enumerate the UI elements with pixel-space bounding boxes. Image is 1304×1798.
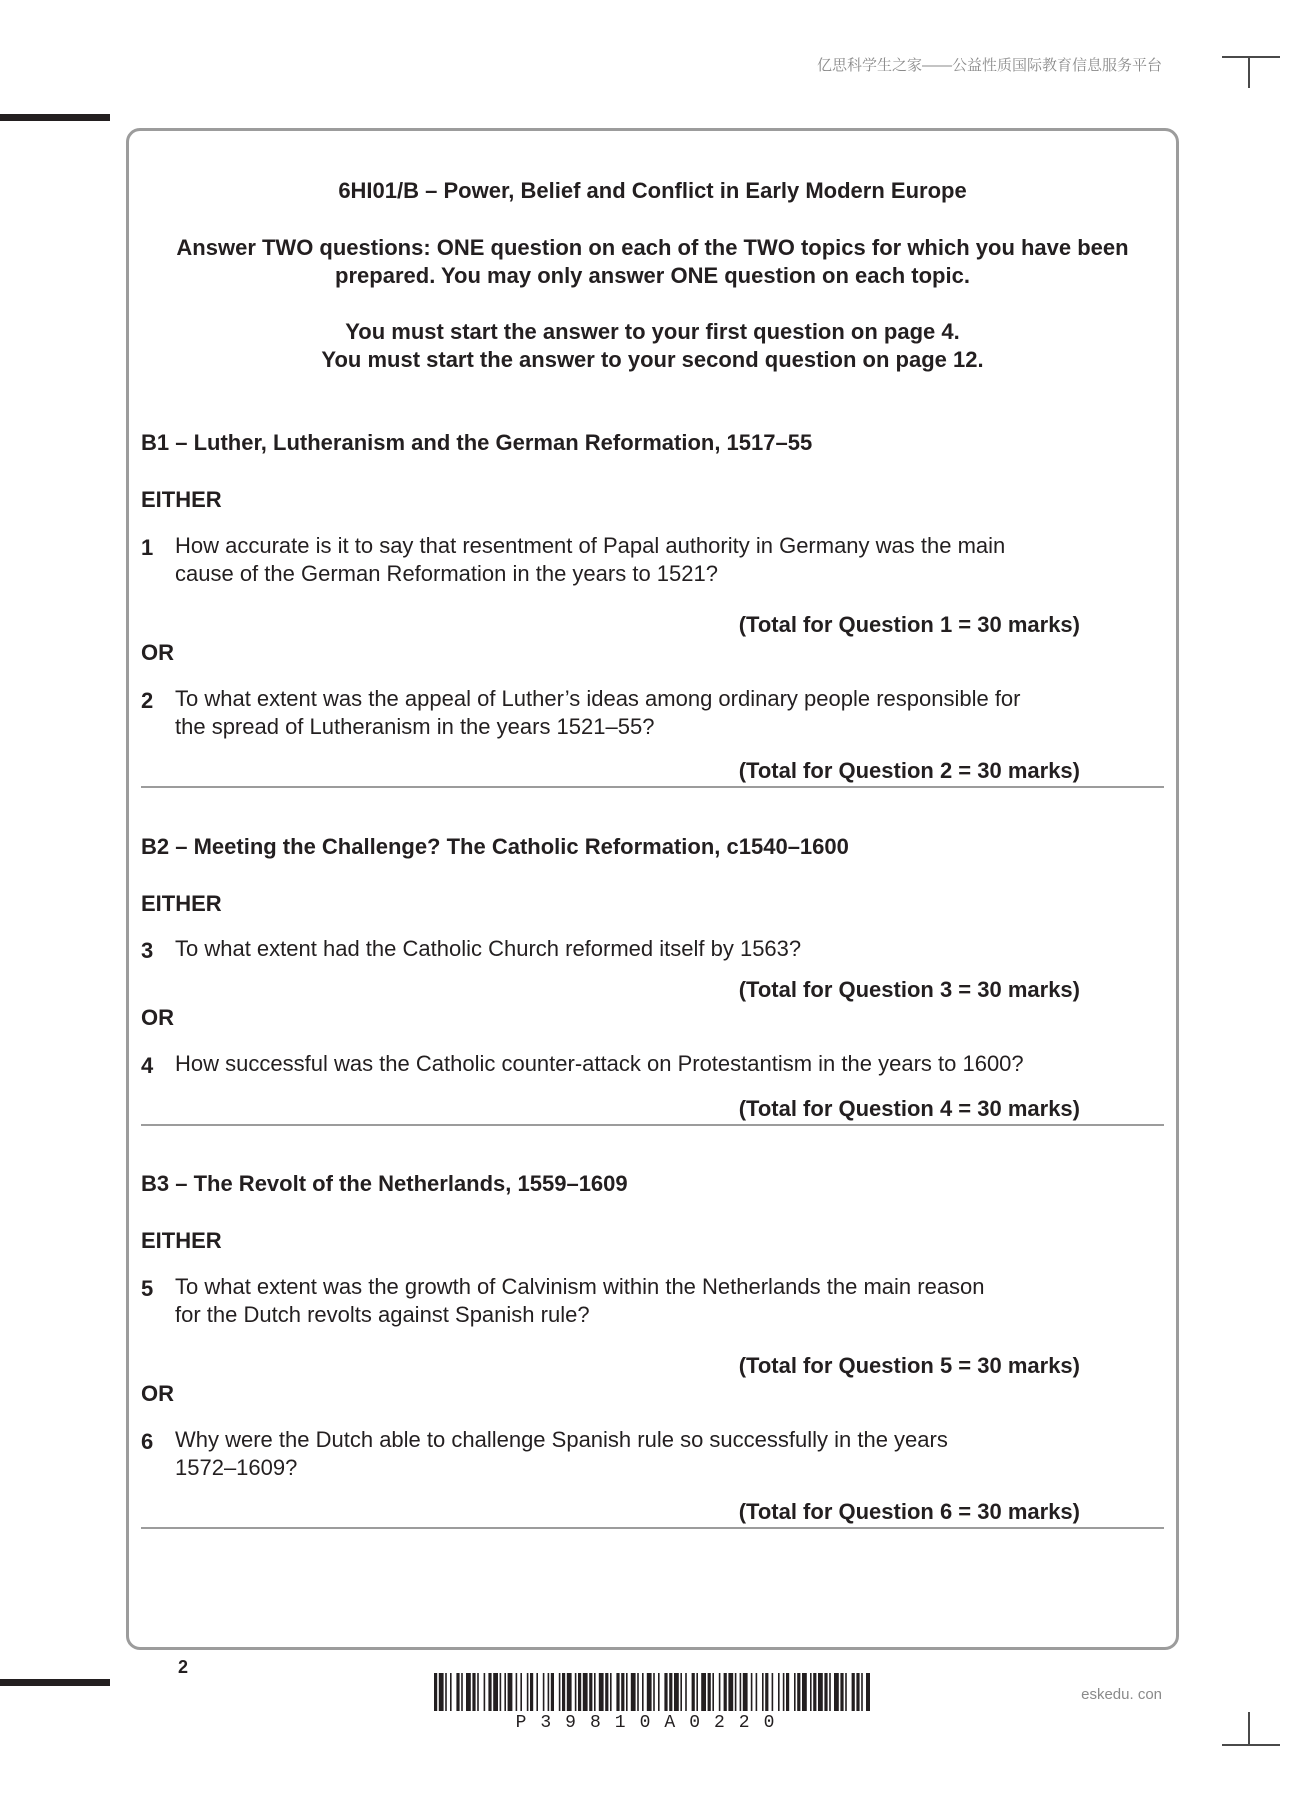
margin-bar-bottom xyxy=(0,1679,110,1686)
crop-mark-bottom-v xyxy=(1248,1712,1250,1744)
section-heading: B3 – The Revolt of the Netherlands, 1559–1609 xyxy=(141,1171,628,1196)
instruction-line-2: prepared. You may only answer ONE question on each topic. xyxy=(335,263,970,288)
question-number: 1 xyxy=(141,535,154,560)
question-total: (Total for Question 1 = 30 marks) xyxy=(738,612,1080,637)
crop-mark-top-h xyxy=(1222,56,1280,58)
question-text-line: To what extent was the growth of Calvinism within the Netherlands the main reason xyxy=(175,1274,985,1299)
question-text-line: How successful was the Catholic counter-attack on Protestantism in the years to 1600? xyxy=(175,1051,1024,1076)
instruction-line-1: Answer TWO questions: ONE question on each of the TWO topics for which you have been xyxy=(176,235,1129,260)
footer-watermark: eskedu. con xyxy=(1081,1686,1162,1703)
section-divider xyxy=(141,1527,1164,1529)
question-number: 4 xyxy=(141,1053,154,1078)
or-label: OR xyxy=(141,1381,174,1406)
start-line-2: You must start the answer to your second question on page 12. xyxy=(321,347,984,372)
section-divider xyxy=(141,786,1164,788)
question-number: 6 xyxy=(141,1429,154,1454)
or-label: OR xyxy=(141,1005,174,1030)
question-text-line: the spread of Lutheranism in the years 1521–55? xyxy=(175,714,655,739)
question-text-line: How accurate is it to say that resentment of Papal authority in Germany was the main xyxy=(175,533,1006,558)
question-text-line: 1572–1609? xyxy=(175,1455,298,1480)
question-number: 5 xyxy=(141,1276,154,1301)
header-watermark: 亿思科学生之家——公益性质国际教育信息服务平台 xyxy=(816,57,1162,74)
margin-bar-top xyxy=(0,114,110,121)
question-total: (Total for Question 3 = 30 marks) xyxy=(738,977,1080,1002)
question-text-line: for the Dutch revolts against Spanish rule? xyxy=(175,1302,590,1327)
section-divider xyxy=(141,1124,1164,1126)
question-total: (Total for Question 2 = 30 marks) xyxy=(738,758,1080,783)
question-total: (Total for Question 5 = 30 marks) xyxy=(738,1353,1080,1378)
crop-mark-bottom-h xyxy=(1222,1744,1280,1746)
question-text-line: cause of the German Reformation in the years to 1521? xyxy=(175,561,718,586)
question-number: 3 xyxy=(141,938,154,963)
section-heading: B2 – Meeting the Challenge? The Catholic Reformation, c1540–1600 xyxy=(141,834,849,859)
either-label: EITHER xyxy=(141,487,222,512)
question-text-line: To what extent had the Catholic Church reformed itself by 1563? xyxy=(175,936,802,961)
question-number: 2 xyxy=(141,688,154,713)
page-number: 2 xyxy=(178,1657,189,1677)
crop-mark-top-v xyxy=(1248,56,1250,88)
section-heading: B1 – Luther, Lutheranism and the German Reformation, 1517–55 xyxy=(141,430,813,455)
question-total: (Total for Question 4 = 30 marks) xyxy=(738,1096,1080,1121)
barcode-number: P39810A0220 xyxy=(515,1713,789,1733)
paper-title: 6HI01/B – Power, Belief and Conflict in Early Modern Europe xyxy=(338,178,967,203)
question-total: (Total for Question 6 = 30 marks) xyxy=(738,1499,1080,1524)
question-text-line: Why were the Dutch able to challenge Spanish rule so successfully in the years xyxy=(175,1427,948,1452)
or-label: OR xyxy=(141,640,174,665)
either-label: EITHER xyxy=(141,1228,222,1253)
barcode xyxy=(434,1673,870,1711)
question-text-line: To what extent was the appeal of Luther’s ideas among ordinary people responsible for xyxy=(175,686,1021,711)
start-line-1: You must start the answer to your first question on page 4. xyxy=(345,319,960,344)
either-label: EITHER xyxy=(141,891,222,916)
